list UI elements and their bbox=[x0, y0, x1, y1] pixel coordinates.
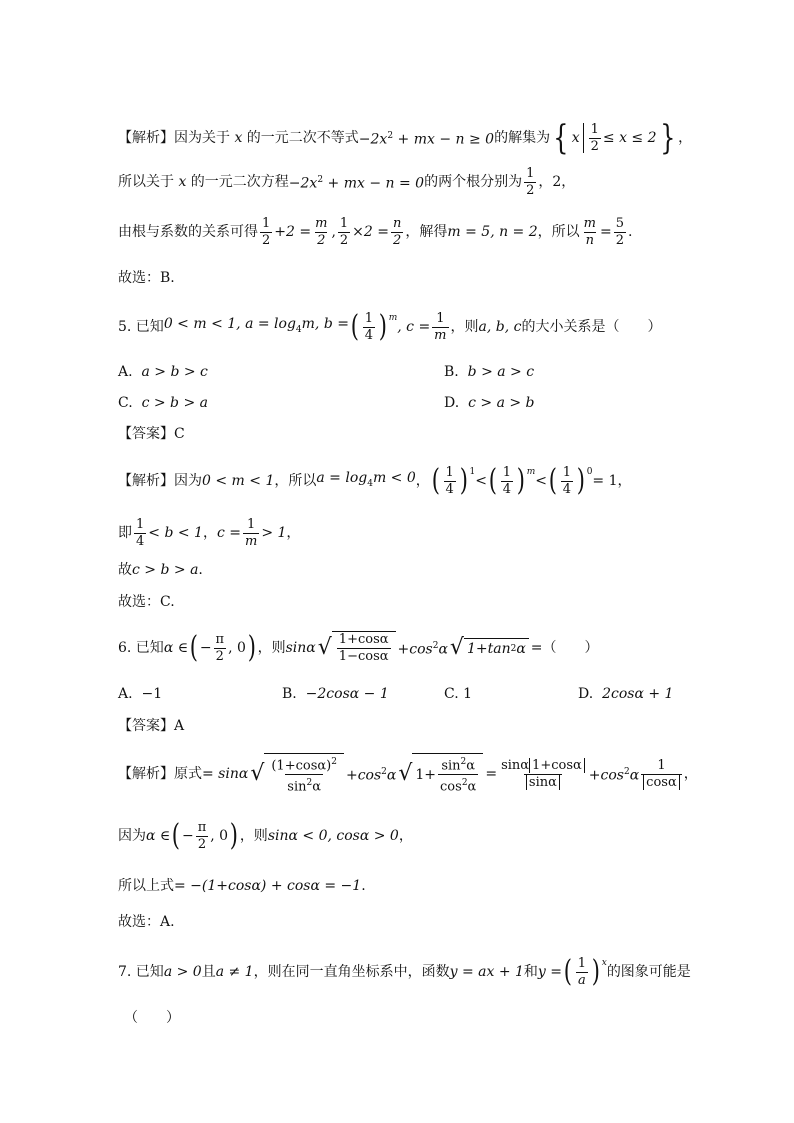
q4-choice: 故选：B. bbox=[118, 270, 175, 286]
q6-option-b: B. −2cosα − 1 bbox=[282, 686, 389, 702]
q5-option-b: B. b > a > c bbox=[444, 364, 535, 380]
q5-option-c: C. c > b > a bbox=[118, 395, 208, 411]
q6-stem: 6. 已知 α ∈ ( − $\frac{\pi}{2}$ , 0 ) ，则 sinα √ $\frac{1+\cos\alpha}{1-\cos\alpha}$ $+\cos^2\alpha$ √ 1+tan 2 α = （ ） bbox=[118, 630, 599, 665]
q7-stem: 7. 已知 a > 0 且 a ≠ 1 ，则在同一直角坐标系中，函数 y = ax + 1 和 y = ( $\frac{1}{a}$ ) $^x$ 的图象可能是 bbox=[118, 954, 691, 989]
q5-analysis-line-3: 故 c > b > a . bbox=[118, 562, 203, 578]
q6-choice: 故选：A. bbox=[118, 914, 175, 930]
q6-answer: 【答案】A bbox=[118, 718, 185, 734]
q5-analysis-line-2: 即 $\frac{1}{4}$ < b < 1 ， c = $\frac{1}{m}$ > 1 ， bbox=[118, 516, 301, 549]
q5-choice: 故选：C. bbox=[118, 594, 175, 610]
q4-analysis-label: 【解析】因为关于 bbox=[118, 130, 230, 146]
q5-option-a: A. a > b > c bbox=[118, 364, 208, 380]
q5-stem: 5. 已知 0 < m < 1, $a = \log_4m$, b = ( $\frac{1}{4}$ ) $^m$ , c = $\frac{1}{m}$ ，则 a, b, c 的大小关系是（ ） bbox=[118, 309, 662, 344]
q6-option-a: A. −1 bbox=[118, 686, 163, 702]
q5-option-d: D. c > a > b bbox=[444, 395, 535, 411]
q6-analysis-line-3: 所以上式 = −(1+cosα) + cosα = −1 . bbox=[118, 878, 366, 894]
q6-analysis-line-1: 【解析】原式 = sinα √ $\frac{(1+\cos\alpha)^2}{\sin^2\alpha}$ $+\cos^2\alpha$ √ 1+ $\frac{\sin^2\alpha}{\cos^2\alpha}$ = $\frac{\sin\alpha 1+\cos\alpha}{\sin\alpha}$ $+\cos^2\alpha$ $\frac{1}{\cos\alpha}$ ， bbox=[118, 748, 734, 800]
q4-analysis-line-2: 所以关于 x 的一元二次方程 $-2x^2$ + mx − n = 0 的两个根分别为 $\frac{1}{2}$ ，2， bbox=[118, 165, 576, 198]
q6-analysis-line-2: 因为 α ∈ ( − $\frac{\pi}{2}$ , 0 ) ，则 sinα < 0, cosα > 0 ， bbox=[118, 818, 413, 853]
q7-answer-paren: （ ） bbox=[124, 1010, 180, 1026]
q4-analysis-line-1: 【解析】因为关于 x 的一元二次不等式 $-2x^2$ + mx − n ≥ 0 的解集为 { x $\frac{1}{2}$ ≤ x ≤ 2 } ， bbox=[118, 118, 693, 158]
q4-analysis-line-3: 由根与系数的关系可得 $\frac{1}{2}$ +2 = $\frac{m}{2}$ , $\frac{1}{2}$ ×2 = $\frac{n}{2}$ ，解得 m = 5, n = 2 ，所以 $\frac{m}{n}$ = $\frac{5}{2}$ . bbox=[118, 215, 633, 248]
q6-option-c: C. 1 bbox=[444, 686, 473, 702]
q5-analysis-line-1: 【解析】因为 0 < m < 1 ，所以 $a = \log_4m < 0$ ， ( $\frac{1}{4}$ ) $^1$ < ( $\frac{1}{4}$ ) $^m$ < ( $\frac{1}{4}$ ) $^0$ = 1， bbox=[118, 463, 632, 498]
q6-option-d: D. 2cosα + 1 bbox=[578, 686, 674, 702]
q5-answer: 【答案】C bbox=[118, 426, 185, 442]
